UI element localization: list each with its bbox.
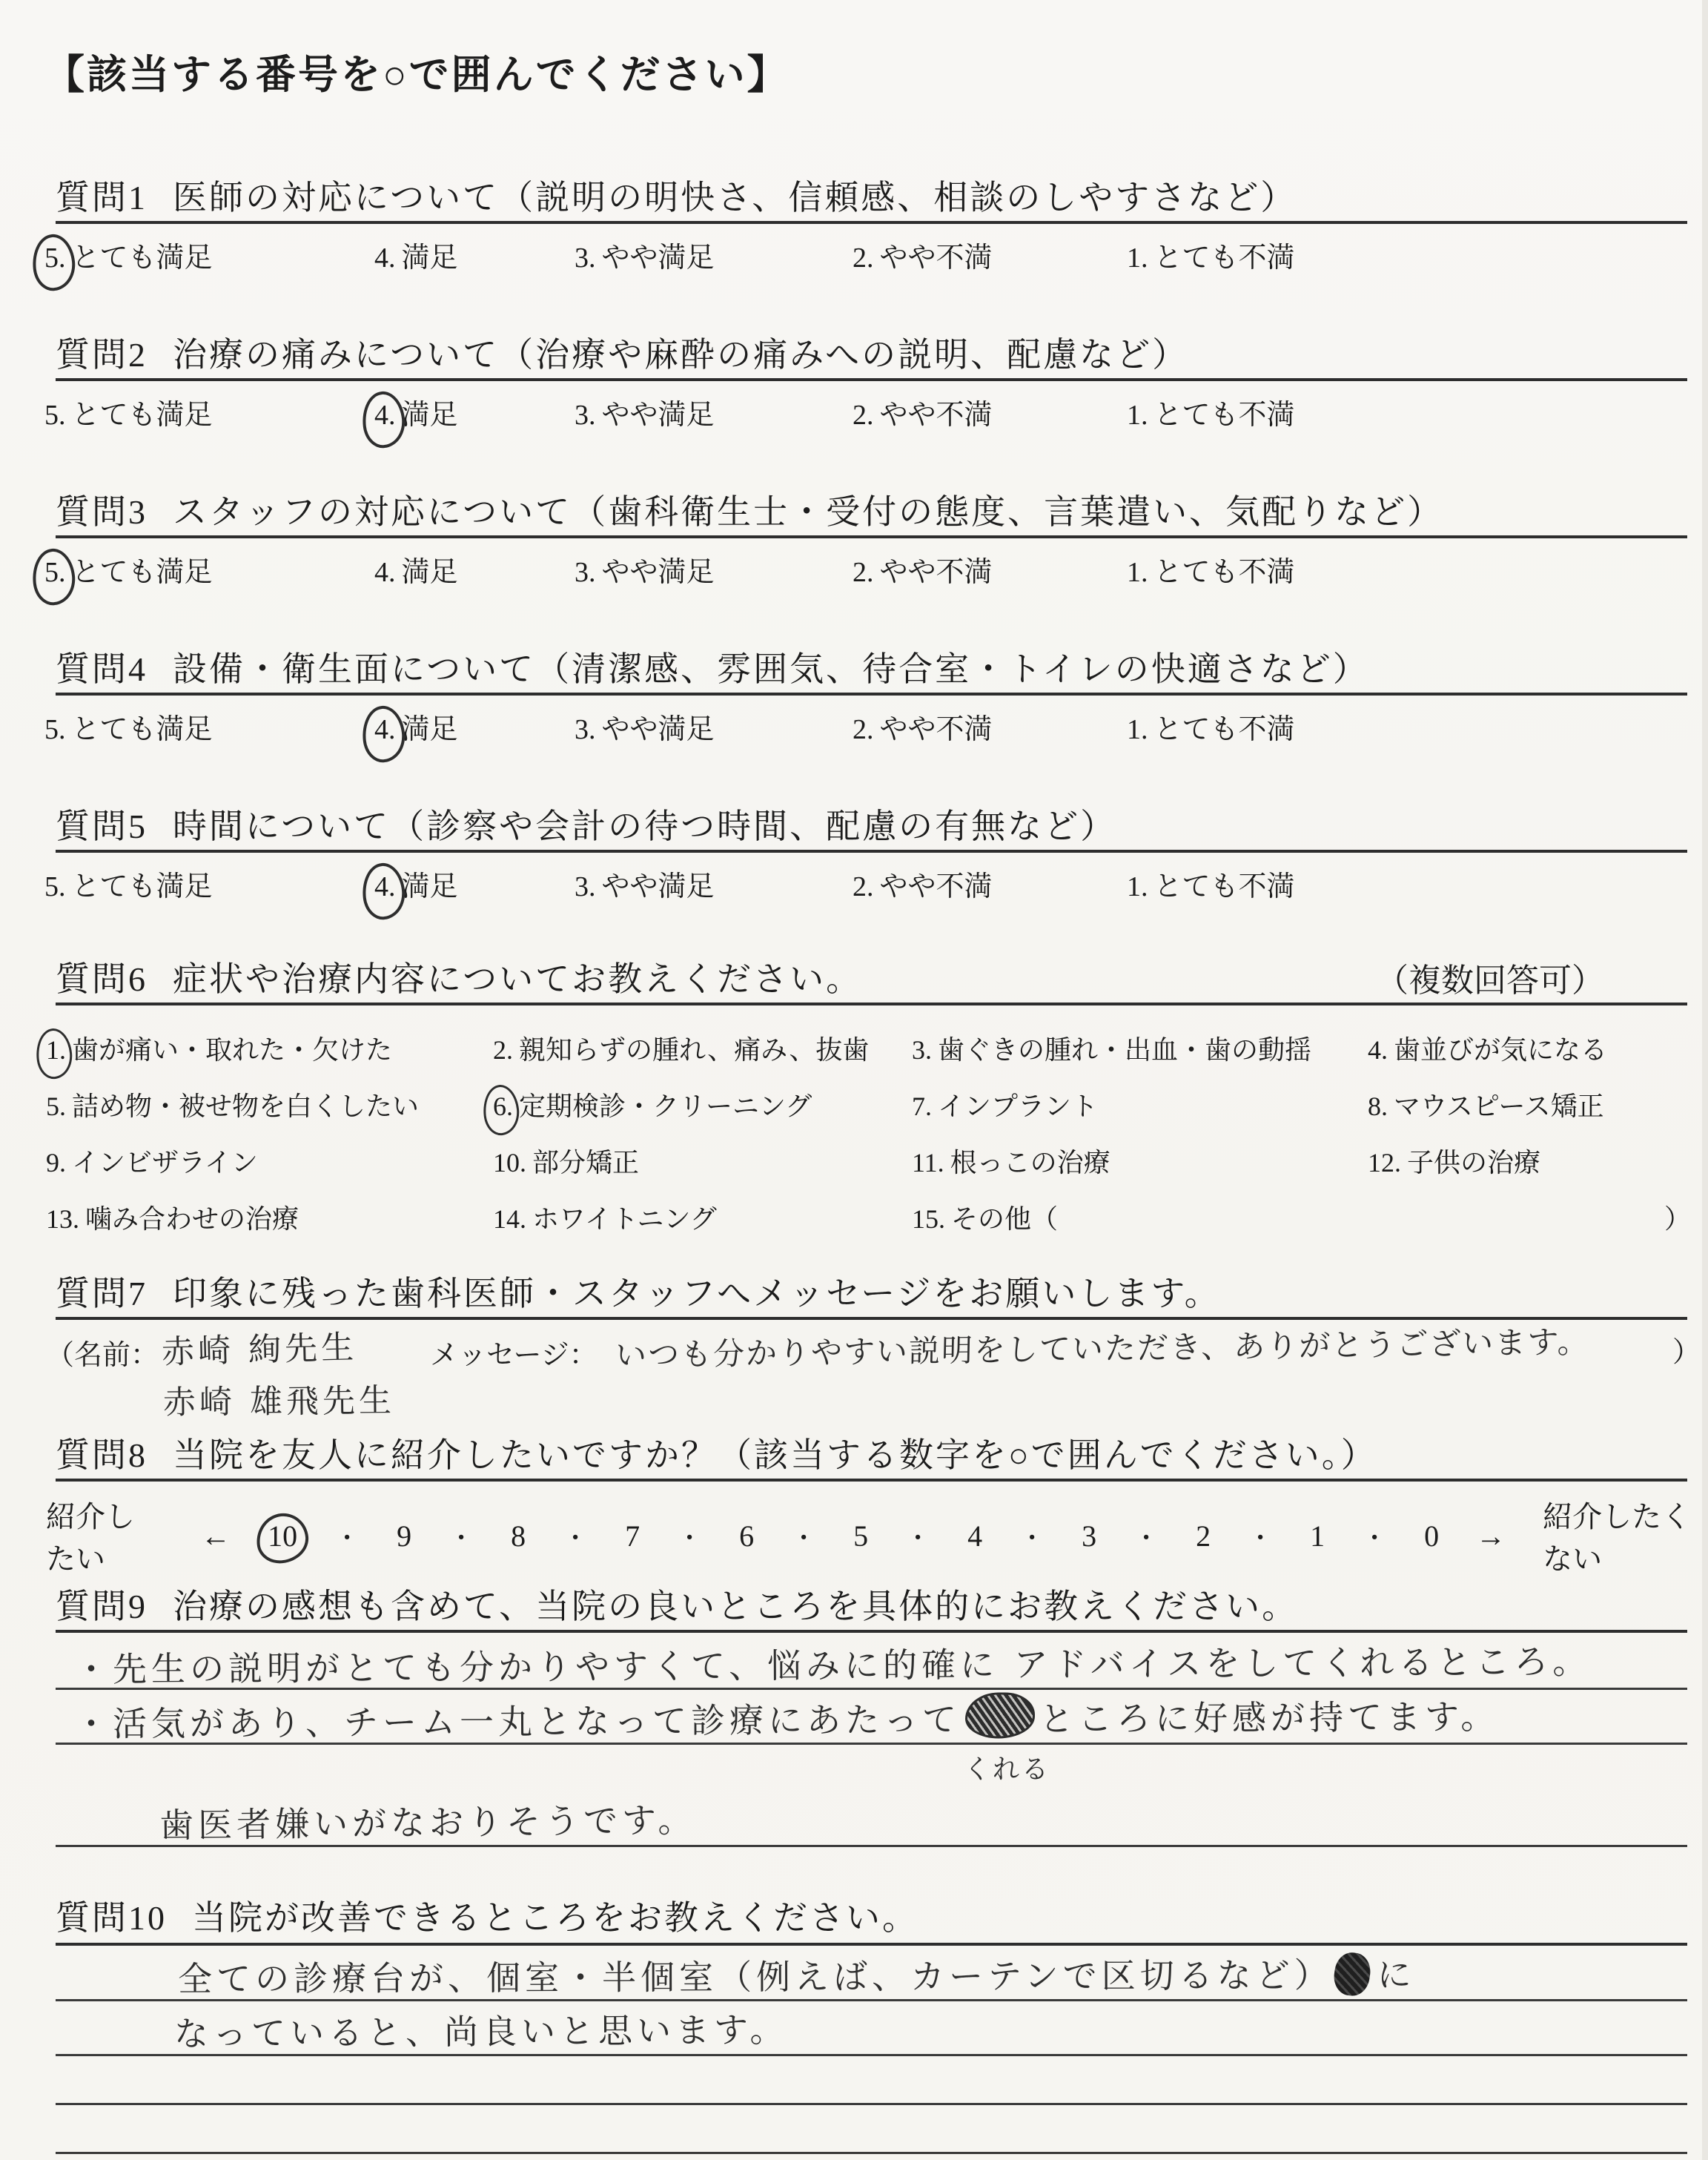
q10-header (56, 1891, 918, 1940)
q8-value-0: 0 (1424, 1519, 1440, 1553)
q4-opt-2: 2. やや不満 (853, 714, 993, 745)
scribbled-out-ink (1331, 1950, 1372, 1998)
q4-number: 質問4 (56, 650, 148, 688)
q5-opt-5: 5. とても満足 (44, 871, 213, 902)
q8-value-10: 10 (268, 1519, 298, 1553)
q6-item-15: 15. その他（ (912, 1204, 1059, 1234)
q5-opt-1: 1. とても不満 (1127, 871, 1295, 902)
q10-writing-line-1 (56, 1999, 1687, 2001)
q8-value-6: 6 (739, 1519, 755, 1553)
q3-opt-3: 3. やや満足 (575, 557, 715, 588)
q5-number: 質問5 (56, 807, 148, 845)
q8-value-2: 2 (1196, 1519, 1211, 1553)
q8-recommend-scale (46, 1493, 1708, 1578)
q6-item-1: 1. 歯が痛い・取れた・欠けた (46, 1035, 393, 1065)
q2-opt-1: 1. とても不満 (1127, 400, 1295, 431)
page-title: 【該当する番号を○で囲んでください】 (44, 53, 790, 97)
q6-item-3: 3. 歯ぐきの腫れ・出血・歯の動揺 (912, 1035, 1312, 1065)
q8-dot: ・ (1248, 1525, 1274, 1553)
q9-number: 質問9 (56, 1588, 148, 1625)
q6-item-9: 9. インビザライン (46, 1148, 258, 1178)
q10-answer-line-2: なっていると、尚良いと思います。 (173, 2009, 789, 2054)
q4-title: 設備・衛生面について（清潔感、雰囲気、待合室・トイレの快適さなど） (173, 650, 1369, 688)
q9-answer-line-3: 歯医者嫌いがなおりそうです。 (159, 1800, 697, 1846)
q3-opt-4: 4. 満足 (374, 557, 458, 588)
q8-left-arrow-icon: ← (201, 1519, 231, 1553)
q8-header (56, 1428, 1377, 1477)
q5-opt-2: 2. やや不満 (853, 871, 993, 902)
q1-opt-4: 4. 満足 (374, 242, 458, 274)
q1-title: 医師の対応について（説明の明快さ、信頼感、相談のしやすさなど） (173, 179, 1297, 217)
q8-dot: ・ (448, 1525, 474, 1553)
q10-number: 質問10 (56, 1899, 167, 1937)
q8-value-5: 5 (853, 1519, 869, 1553)
q6-item-11: 11. 根っこの治療 (912, 1148, 1110, 1178)
q9-answer-line-1: ・先生の説明がとても分かりやすくて、悩みに的確に アドバイスをしてくれるところ。 (73, 1641, 1592, 1690)
q10-writing-line-2 (56, 2054, 1687, 2056)
q6-multi-answer-note: （複数回答可） (1376, 962, 1604, 999)
q1-opt-1: 1. とても不満 (1127, 242, 1295, 274)
q7-message-label: メッセージ： (430, 1340, 598, 1371)
q8-dot: ・ (791, 1525, 817, 1553)
q1-number: 質問1 (56, 179, 148, 217)
q8-value-4: 4 (967, 1519, 983, 1553)
q7-handwritten-name-1: 赤崎 絢先生 (161, 1328, 358, 1372)
q9-answer-line-2: ・活気があり、チーム一丸となって診療にあたって ところに好感が持てます。 (74, 1690, 1500, 1746)
q2-opt-5: 5. とても満足 (44, 400, 213, 431)
q4-header (56, 642, 1369, 691)
q8-left-label: 紹介したい (46, 1500, 135, 1576)
q4-opt-1: 1. とても不満 (1127, 714, 1295, 745)
q8-right-label: 紹介したくない (1543, 1500, 1692, 1576)
q9-writing-line-3 (56, 1845, 1687, 1847)
q8-value-1: 1 (1310, 1519, 1325, 1553)
q4-separator-line (56, 693, 1687, 696)
q1-opt-2: 2. やや不満 (853, 242, 993, 274)
q5-header (56, 799, 1116, 848)
q6-number: 質問6 (56, 960, 148, 998)
q2-header (56, 328, 1188, 377)
q10-writing-line-4-empty (56, 2152, 1687, 2154)
q7-handwritten-message: いつも分かりやすい説明をしていただき、ありがとうございます。 (615, 1323, 1591, 1374)
q7-name-label: （名前： (46, 1340, 159, 1371)
q3-opt-1: 1. とても不満 (1127, 557, 1295, 588)
q6-header (56, 952, 862, 1001)
q1-opt-3: 3. やや満足 (575, 242, 715, 274)
q7-title: 印象に残った歯科医師・スタッフへメッセージをお願いします。 (173, 1275, 1221, 1312)
q8-title: 当院を友人に紹介したいですか？（該当する数字を○で囲んでください。） (173, 1436, 1377, 1474)
q8-separator-line (56, 1479, 1687, 1482)
q9-separator-line (56, 1630, 1687, 1633)
q3-separator-line (56, 535, 1687, 538)
q6-item-12: 12. 子供の治療 (1368, 1148, 1541, 1178)
q6-item-8: 8. マウスピース矯正 (1368, 1091, 1604, 1121)
q2-separator-line (56, 378, 1687, 381)
q9-header (56, 1579, 1298, 1628)
q8-dot: ・ (905, 1525, 931, 1553)
q2-opt-4: 4. 満足 (374, 400, 458, 431)
q8-dot: ・ (1019, 1525, 1045, 1553)
q8-value-8: 8 (511, 1519, 526, 1553)
q4-opt-5: 5. とても満足 (44, 714, 213, 745)
q5-title: 時間について（診察や会計の待つ時間、配慮の有無など） (173, 807, 1117, 845)
q2-number: 質問2 (56, 336, 148, 374)
q7-handwritten-name-2: 赤崎 雄飛先生 (162, 1381, 396, 1422)
q1-header (56, 171, 1297, 219)
q10-writing-line-3-empty (56, 2103, 1687, 2105)
q2-opt-3: 3. やや満足 (575, 400, 715, 431)
q8-dot: ・ (677, 1525, 703, 1553)
q8-number: 質問8 (56, 1436, 148, 1474)
q9-correction-text: くれる (964, 1754, 1051, 1785)
q10-separator-line (56, 1943, 1687, 1946)
q7-header (56, 1266, 1221, 1315)
q6-item-10: 10. 部分矯正 (493, 1148, 640, 1178)
scan-edge-shade (1702, 0, 1708, 2160)
q6-item-13: 13. 噛み合わせの治療 (46, 1204, 299, 1234)
q7-number: 質問7 (56, 1275, 148, 1312)
q1-separator-line (56, 221, 1687, 224)
q6-item-5: 5. 詰め物・被せ物を白くしたい (46, 1091, 420, 1121)
q3-title: スタッフの対応について（歯科衛生士・受付の態度、言葉遣い、気配りなど） (173, 493, 1444, 531)
q6-other-close-paren: ） (1664, 1204, 1692, 1234)
q6-title: 症状や治療内容についてお教えください。 (173, 960, 863, 998)
scribbled-out-ink (965, 1692, 1035, 1738)
q9-title: 治療の感想も含めて、当院の良いところを具体的にお教えください。 (173, 1588, 1299, 1625)
q5-opt-3: 3. やや満足 (575, 871, 715, 902)
q7-close-paren: ） (1672, 1337, 1701, 1368)
q6-item-7: 7. インプラント (912, 1091, 1099, 1121)
q10-answer-line-1: 全ての診療台が、個室・半個室（例えば、カーテンで区切るなど） に (178, 1948, 1416, 2001)
q6-separator-line (56, 1003, 1687, 1005)
q2-title: 治療の痛みについて（治療や麻酔の痛みへの説明、配慮など） (173, 336, 1189, 374)
q8-value-9: 9 (397, 1519, 412, 1553)
q3-opt-2: 2. やや不満 (853, 557, 993, 588)
q6-item-6: 6. 定期検診・クリーニング (493, 1091, 812, 1121)
q3-number: 質問3 (56, 493, 148, 531)
q8-dot: ・ (1133, 1525, 1159, 1553)
q8-dot: ・ (334, 1525, 360, 1553)
q3-header (56, 485, 1443, 534)
q1-opt-5: 5. とても満足 (44, 242, 213, 274)
q4-opt-3: 3. やや満足 (575, 714, 715, 745)
q4-opt-4: 4. 満足 (374, 714, 458, 745)
q8-value-3: 3 (1082, 1519, 1097, 1553)
q8-dot: ・ (563, 1525, 589, 1553)
q5-opt-4: 4. 満足 (374, 871, 458, 902)
q8-dot: ・ (1362, 1525, 1388, 1553)
q3-opt-5: 5. とても満足 (44, 557, 213, 588)
q9-writing-line-2 (56, 1743, 1687, 1745)
q6-item-4: 4. 歯並びが気になる (1368, 1035, 1608, 1065)
q5-separator-line (56, 850, 1687, 853)
q6-item-2: 2. 親知らずの腫れ、痛み、抜歯 (493, 1035, 870, 1065)
q8-value-7: 7 (625, 1519, 640, 1553)
q2-opt-2: 2. やや不満 (853, 400, 993, 431)
q6-item-14: 14. ホワイトニング (493, 1204, 717, 1234)
q8-right-arrow-icon: → (1476, 1519, 1506, 1553)
q10-title: 当院が改善できるところをお教えください。 (192, 1899, 918, 1937)
